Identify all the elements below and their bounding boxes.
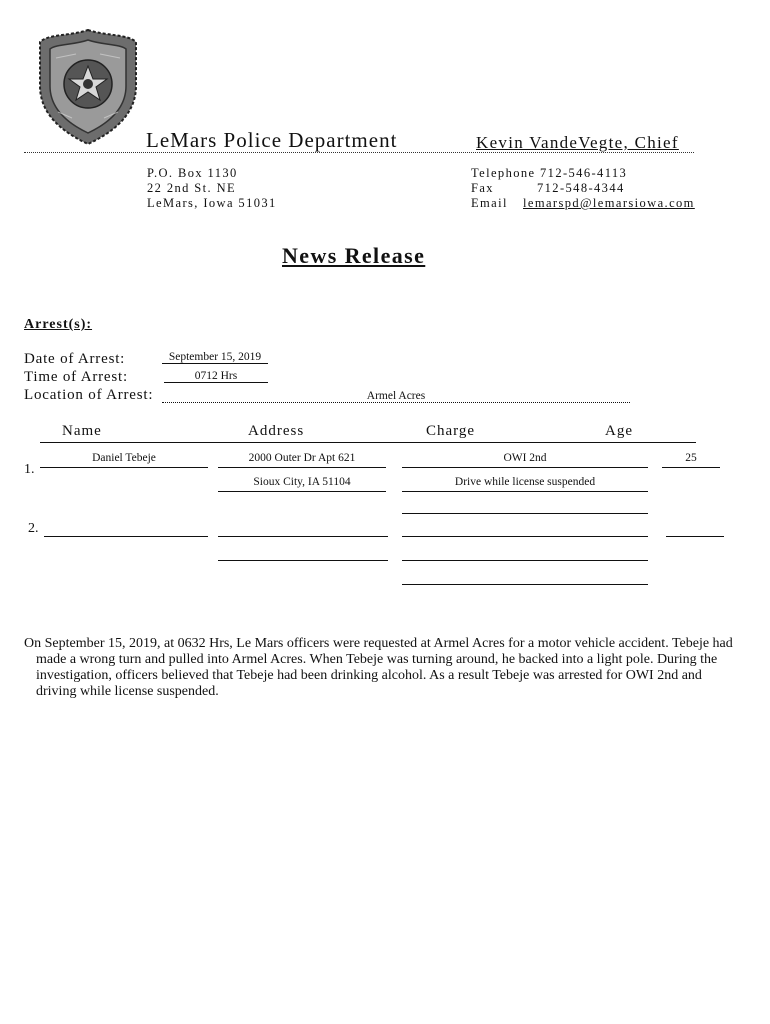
telephone-row: [471, 166, 695, 181]
email-link[interactable]: lemarspd@lemarsiowa.com: [523, 196, 695, 210]
header-name: Name: [62, 423, 102, 439]
arrestee-address-line1: 2000 Outer Dr Apt 621: [218, 450, 386, 468]
arrestee-address-line2: Sioux City, IA 51104: [218, 474, 386, 492]
blank-line: [402, 584, 648, 585]
arrests-heading: Arrest(s):: [24, 317, 93, 332]
blank-line: [666, 536, 724, 537]
fax-row: [471, 181, 695, 196]
charge-2: Drive while license suspended: [402, 474, 648, 492]
time-label: Time of Arrest:: [24, 369, 128, 385]
fax-value: 712-548-4344: [537, 181, 625, 195]
location-label: Location of Arrest:: [24, 387, 154, 403]
narrative-paragraph: On September 15, 2019, at 0632 Hrs, Le Mars officers were requested at Armel Acres for a motor vehicle accident. Tebeje had made a wrong turn and pulled into Armel Acres. When Tebeje was turning around, he backed into a light pole. During the investigation, officers believed that Tebeje had been drinking alcohol. As a result Tebeje was arrested for OWI 2nd and driving while license suspended.: [24, 636, 733, 699]
row-number: 2.: [28, 521, 39, 536]
chief-name: Kevin VandeVegte, Chief: [476, 133, 679, 152]
email-label: Email: [471, 196, 508, 210]
header-rule-table: [40, 442, 696, 443]
blank-line: [44, 536, 208, 537]
header-charge: Charge: [426, 423, 476, 439]
blank-line: [402, 513, 648, 514]
location-value: Armel Acres: [162, 390, 630, 403]
header-address: Address: [248, 423, 305, 439]
row-number: 1.: [24, 462, 35, 477]
blank-line: [218, 560, 388, 561]
header-age: Age: [605, 423, 633, 439]
telephone-value: 712-546-4113: [540, 166, 628, 180]
arrestee-age: 25: [662, 450, 720, 468]
telephone-label: Telephone: [471, 166, 536, 180]
police-seal-icon: [36, 28, 140, 146]
address-line: 22 2nd St. NE: [147, 181, 237, 195]
blank-line: [218, 536, 388, 537]
time-value: 0712 Hrs: [164, 370, 268, 383]
narrative-text: [24, 636, 740, 700]
header-rule: [24, 152, 694, 153]
arrestee-name: Daniel Tebeje: [40, 450, 208, 468]
blank-line: [402, 536, 648, 537]
department-name: LeMars Police Department: [146, 128, 398, 152]
page-title: News Release: [282, 243, 426, 268]
mailing-address: [147, 166, 277, 211]
email-row: [471, 196, 695, 211]
blank-line: [402, 560, 648, 561]
date-label: Date of Arrest:: [24, 351, 126, 367]
address-line: LeMars, Iowa 51031: [147, 196, 277, 210]
address-line: P.O. Box 1130: [147, 166, 238, 180]
contact-info: [471, 166, 695, 211]
date-value: September 15, 2019: [162, 351, 268, 364]
fax-label: Fax: [471, 181, 494, 195]
charge-1: OWI 2nd: [402, 450, 648, 468]
